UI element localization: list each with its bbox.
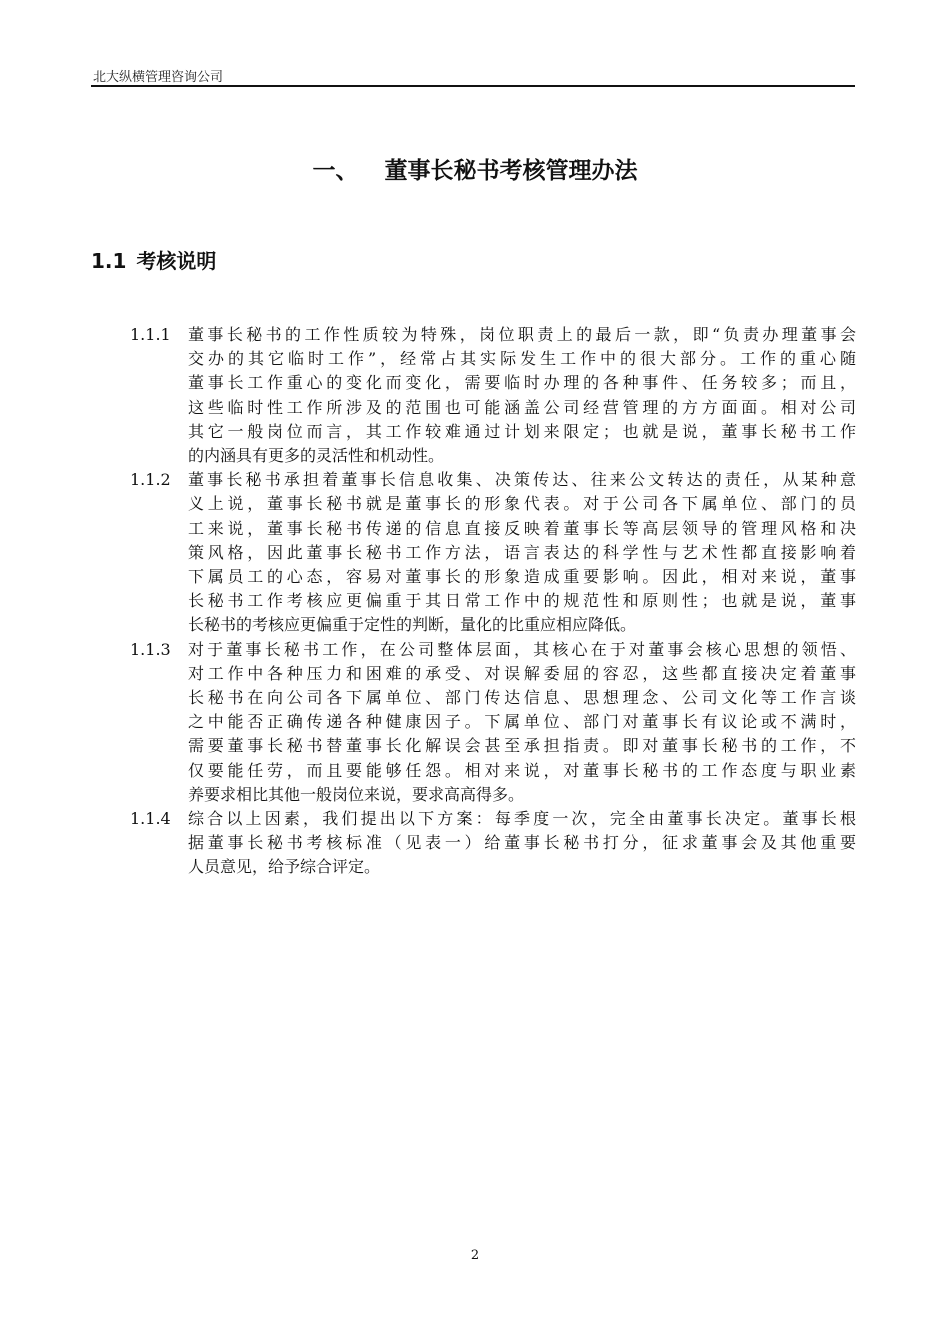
clause-number: 1.1.3 [130,639,171,659]
clause-line: 之中能否正确传递各种健康因子。下属单位、部门对董事长有议论或不满时， [188,712,856,732]
clause-item [130,468,856,637]
clause-line: 工来说，董事长秘书传递的信息直接反映着董事长等高层领导的管理风格和决 [188,518,856,538]
clause-item [130,807,856,880]
clause-line: 董事长工作重心的变化而变化，需要临时办理的各种事件、任务较多；而且， [188,373,856,393]
clause-line: 长秘书的考核应更偏重于定性的判断，量化的比重应相应降低。 [188,615,637,635]
clause-line: 养要求相比其他一般岗位来说，要求高高得多。 [188,784,525,804]
clause-line: 长秘书工作考核应更偏重于其日常工作中的规范性和原则性；也就是说，董事 [188,591,856,611]
page-number: 2 [470,1248,480,1263]
title-number: 一、 [312,158,359,184]
clause-line: 董事长秘书的工作性质较为特殊，岗位职责上的最后一款，即“负责办理董事会 [188,325,856,344]
clause-line: 这些临时性工作所涉及的范围也可能涵盖公司经营管理的方方面面。相对公司 [188,397,856,417]
clause-line: 人员意见，给予综合评定。 [188,857,381,877]
section-heading [91,245,216,274]
clause-line: 仅要能任劳，而且要能够任怨。相对来说，对董事长秘书的工作态度与职业素 [188,760,856,780]
section-number: 1.1 [91,249,127,273]
clause-line: 董事长秘书承担着董事长信息收集、决策传达、往来公文转达的责任，从某种意 [188,470,856,490]
clause-line: 对工作中各种压力和困难的承受、对误解委屈的容忍，这些都直接决定着董事 [188,663,856,683]
clause-number: 1.1.1 [130,325,171,344]
clause-line: 的内涵具有更多的灵活性和机动性。 [188,446,445,466]
clause-line: 策风格，因此董事长秘书工作方法，语言表达的科学性与艺术性都直接影响着 [188,542,856,562]
clause-line: 据董事长秘书考核标准（见表一）给董事长秘书打分，征求董事会及其他重要 [188,833,856,853]
clause-line: 交办的其它临时工作”，经常占其实际发生工作中的很大部分。工作的重心随 [188,349,856,369]
running-header: 北大纵横管理咨询公司 [93,70,224,85]
title-text: 董事长秘书考核管理办法 [384,158,638,184]
section-title: 考核说明 [136,249,217,273]
clause-number: 1.1.4 [130,809,171,829]
header-divider [91,85,855,87]
clause-item [130,323,856,468]
clause-line: 下属员工的心态，容易对董事长的形象造成重要影响。因此，相对来说，董事 [188,567,856,587]
clause-line: 需要董事长秘书替董事长化解误会甚至承担指责。即对董事长秘书的工作，不 [188,736,856,756]
clause-line: 长秘书在向公司各下属单位、部门传达信息、思想理念、公司文化等工作言谈 [188,688,856,708]
clause-line: 其它一般岗位而言，其工作较难通过计划来限定；也就是说，董事长秘书工作 [188,421,856,441]
document-title [0,152,950,185]
clause-list [130,323,856,880]
clause-item [130,638,856,807]
clause-line: 义上说，董事长秘书就是董事长的形象代表。对于公司各下属单位、部门的员 [188,494,856,514]
clause-line: 对于董事长秘书工作，在公司整体层面，其核心在于对董事会核心思想的领悟、 [188,639,856,659]
clause-number: 1.1.2 [130,470,171,490]
clause-line: 综合以上因素，我们提出以下方案：每季度一次，完全由董事长决定。董事长根 [188,809,856,829]
